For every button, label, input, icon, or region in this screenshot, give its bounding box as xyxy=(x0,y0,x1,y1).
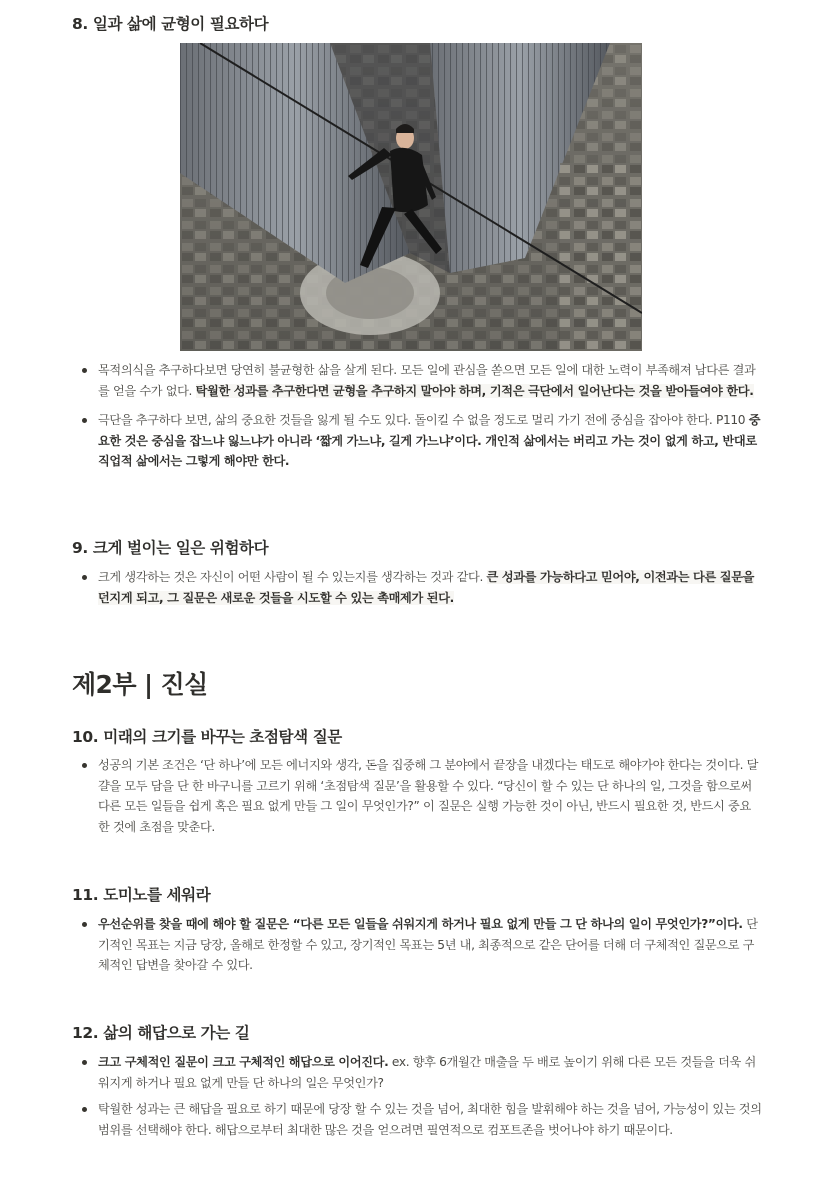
section-10-bullet-1 xyxy=(72,755,762,837)
section-8-bullet-2-text: 극단을 추구하다 보면, 삶의 중요한 것들을 잃게 될 수도 있다. 돌이킬 수 없을 정도로 멀리 가기 전에 중심을 잡아야 한다. P110 xyxy=(98,413,749,427)
section-11-heading: 11. 도미노를 세워라 xyxy=(72,886,211,904)
section-11-bullet-1 xyxy=(72,914,762,976)
section-9-bullet-1-text: 크게 생각하는 것은 자신이 어떤 사람이 될 수 있는지를 생각하는 것과 같다. xyxy=(98,570,487,584)
section-9-list xyxy=(72,567,762,608)
section-12-list xyxy=(72,1052,762,1140)
tightrope-walker-photo xyxy=(180,43,642,351)
section-12-bullet-1-highlight: 크고 구체적인 질문이 크고 구체적인 해답으로 이어진다. xyxy=(98,1055,389,1069)
section-8-bullet-1-highlight: 탁월한 성과를 추구한다면 균형을 추구하지 말아야 하며, 기적은 극단에서 일어난다는 것을 받아들여야 한다. xyxy=(195,383,754,398)
section-8-list xyxy=(72,360,762,472)
section-12-heading: 12. 삶의 해답으로 가는 길 xyxy=(72,1024,250,1042)
part-2-heading: 제2부 | 진실 xyxy=(72,670,208,699)
section-8-bullet-2 xyxy=(72,410,762,472)
section-12-bullet-1 xyxy=(72,1052,762,1093)
section-10-bullet-1-text: 성공의 기본 조건은 ‘단 하나’에 모든 에너지와 생각, 돈을 집중해 그 분야에서 끝장을 내겠다는 태도로 해야가야 한다는 것이다. 달걀을 모두 담을 단 한 바구니를 고르기 위해 ‘초점탐색 질문’을 활용할 수 있다. “당신이 할 수 있는 단 하나의 일, 그것을 함으로써 다른 모든 일들을 쉽게 혹은 필요 없게 만들 그 일이 무엇인가?” 이 질문은 실행 가능한 것이 아닌, 반드시 필요한 것, 반드시 중요한 것에 초점을 맞춘다. xyxy=(98,758,759,834)
section-9-bullet-1-highlight: 큰 성과를 가능하다고 믿어야, 이전과는 다른 질문을 던지게 되고, 그 질문은 새로운 것들을 시도할 수 있는 촉매제가 된다. xyxy=(98,570,755,605)
section-12-bullet-1-text: ex. 향후 6개월간 매출을 두 배로 높이기 위해 다른 모든 것들을 더욱 쉬워지게 하거나 필요 없게 만들 단 하나의 일은 무엇인가? xyxy=(98,1055,756,1090)
section-8-bullet-1-text: 목적의식을 추구하다보면 당연히 불균형한 삶을 살게 된다. 모든 일에 관심을 쏟으면 모든 일에 대한 노력이 부족해져 남다른 결과를 얻을 수가 없다. xyxy=(98,363,756,398)
section-11-list xyxy=(72,914,762,976)
section-8-heading: 8. 일과 삶에 균형이 필요하다 xyxy=(72,15,269,33)
section-12-bullet-2-text: 탁월한 성과는 큰 해답을 필요로 하기 때문에 당장 할 수 있는 것을 넘어, 최대한 힘을 발휘해야 하는 것을 넘어, 가능성이 있는 것의 범위를 선택해야 한다. 해답으로부터 최대한 많은 것을 얻으려면 필연적으로 컴포트존을 벗어나야 하기 때문이다. xyxy=(98,1102,762,1137)
section-10-heading: 10. 미래의 크기를 바꾸는 초점탐색 질문 xyxy=(72,728,342,746)
section-8-bullet-1 xyxy=(72,360,762,401)
section-10-list xyxy=(72,755,762,837)
section-11-bullet-1-highlight: 우선순위를 찾을 때에 해야 할 질문은 “다른 모든 일들을 쉬워지게 하거나 필요 없게 만들 그 단 하나의 일이 무엇인가?”이다. xyxy=(98,917,743,931)
section-8-bullet-2-highlight: 중요한 것은 중심을 잡느냐 잃느냐가 아니라 ‘짧게 가느냐, 길게 가느냐’이다. 개인적 삶에서는 버리고 가는 것이 없게 하고, 반대로 직업적 삶에서는 그렇게 해야만 한다. xyxy=(98,413,761,468)
section-9-bullet-1 xyxy=(72,567,762,608)
section-12-bullet-2 xyxy=(72,1099,762,1140)
section-9-heading: 9. 크게 벌이는 일은 위험하다 xyxy=(72,539,269,557)
section-11-bullet-1-text: 단기적인 목표는 지금 당장, 올해로 한정할 수 있고, 장기적인 목표는 5년 내, 최종적으로 같은 단어를 더해 더 구체적인 질문으로 구체적인 답변을 찾아갈 수 있다. xyxy=(98,917,758,972)
